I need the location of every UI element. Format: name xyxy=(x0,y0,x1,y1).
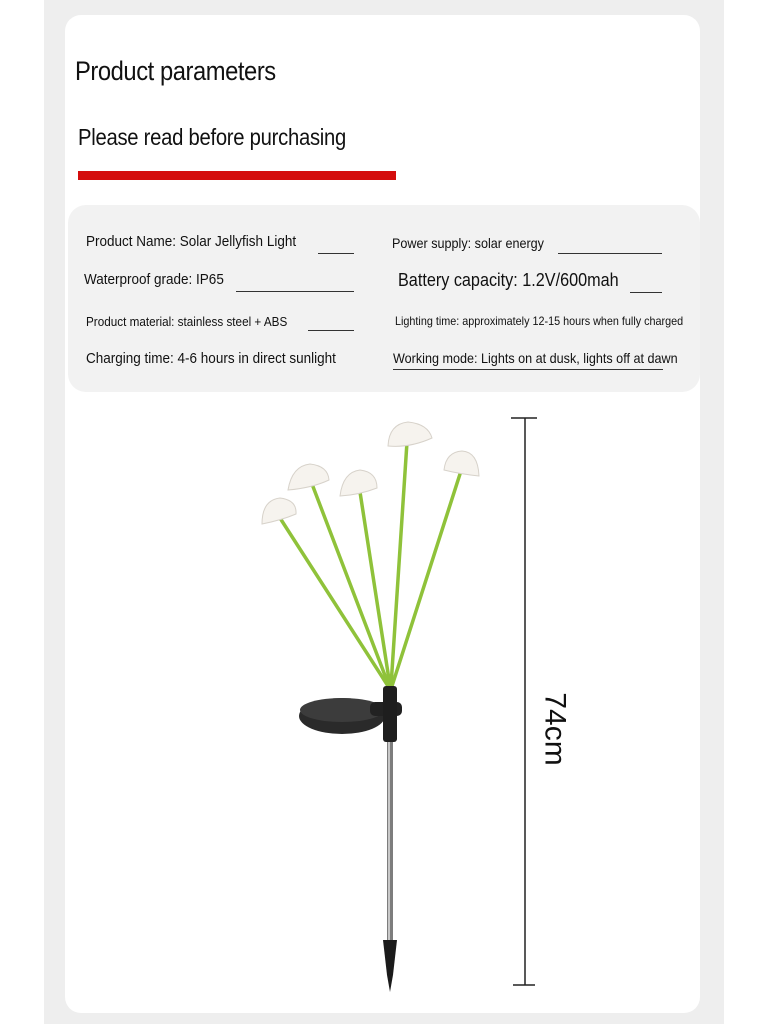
param-waterproof: Waterproof grade: IP65 xyxy=(84,271,224,288)
page-title: Product parameters xyxy=(75,56,276,86)
param-working-mode: Working mode: Lights on at dusk, lights off at dawn xyxy=(393,350,678,366)
param-charging-time: Charging time: 4-6 hours in direct sunlight xyxy=(86,350,336,367)
height-label: 74cm xyxy=(538,692,572,766)
solar-panel xyxy=(299,686,402,742)
param-power-supply: Power supply: solar energy xyxy=(392,235,544,251)
param-lighting-time: Lighting time: approximately 12-15 hours when fully charged xyxy=(395,314,684,328)
param-material: Product material: stainless steel + ABS xyxy=(86,314,288,329)
page-subtitle: Please read before purchasing xyxy=(78,124,347,150)
param-battery: Battery capacity: 1.2V/600mah xyxy=(398,270,619,290)
ground-spike xyxy=(383,940,397,992)
jellyfish-caps xyxy=(262,422,479,524)
param-product-name: Product Name: Solar Jellyfish Light xyxy=(86,233,297,250)
height-dimension xyxy=(511,418,537,985)
